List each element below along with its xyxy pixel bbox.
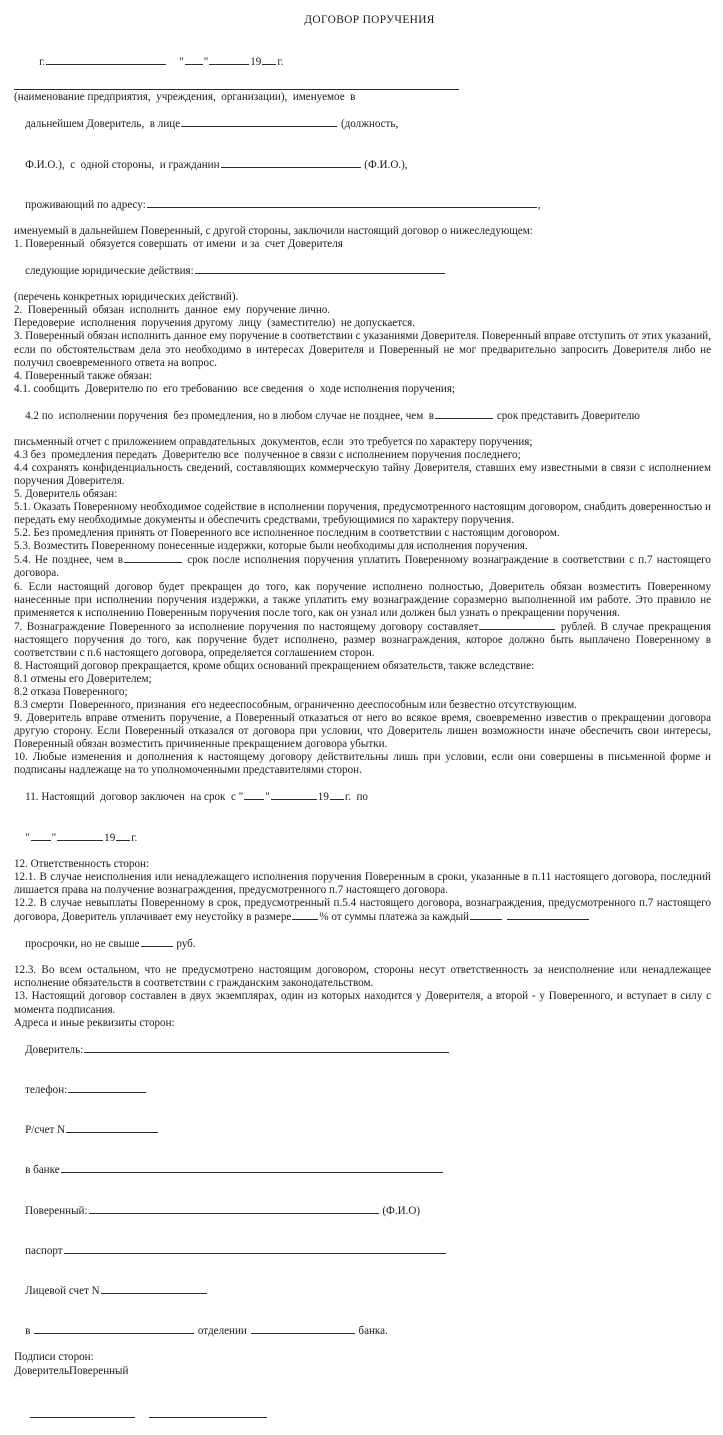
clause-6: 6. Если настоящий договор будет прекращен до того, как поручение исполнено полностью, Доверитель обязан возместить Поверенному нанесенные при исполнении поручения издержки, а также уплатить ему вознаграждение соразмерно выполненной им работе. Это правило не применяется к исполнению Поверенным поручения после того, как он узнал или должен был узнать о прекращении поручения. — [14, 580, 711, 619]
clause-9: 9. Доверитель вправе отменить поручение, а Поверенный отказаться от него во всякое время, своевременно известив о прекращении договора другую сторону. Если Поверенный отказался от договора при условии, что Доверитель лишен возможности иначе обеспечить свои интересы, Поверенный обязан возместить причиненные прекращением договора убытки. — [14, 712, 711, 751]
clause-5-4-label-a: 5.4. Не позднее, чем в — [14, 554, 123, 567]
clause-7 — [14, 620, 711, 660]
requisites-poverennyy — [14, 1191, 711, 1231]
clause-12-2 — [14, 897, 711, 924]
clause-11-line-1 — [14, 777, 711, 817]
clause-11-quote-open-1: " — [238, 791, 244, 804]
clause-3: 3. Поверенный обязан исполнить данное ему поручение в соответствии с указаниями Доверителя. Поверенный вправе отступить от этих указаний, если по обстоятельствам дела это необходимо в интересах Доверителя и Поверенный не мог предварительно запросить Доверителя либо не получил своевременного ответа на вопрос. — [14, 330, 711, 369]
doveritel-label: Доверитель: — [25, 1043, 84, 1056]
clause-12-2-label-b: % от суммы платежа за каждый — [319, 911, 469, 924]
term-start-day-blank-input[interactable] — [244, 790, 264, 800]
clause-11-label: 11. Настоящий договор заключен на срок с — [25, 791, 236, 804]
legal-actions-blank-input[interactable] — [195, 264, 445, 274]
year-blank-input[interactable] — [262, 55, 276, 65]
clause-11-year-1: 19 — [317, 791, 329, 804]
clause-2-line-1: 2. Поверенный обязан исполнить данное ему поручение лично. — [14, 304, 331, 317]
city-blank-input[interactable] — [46, 55, 166, 65]
passport-blank-input[interactable] — [64, 1244, 446, 1254]
clause-8-1: 8.1 отмены его Доверителем; — [14, 672, 152, 685]
clause-8-header: 8. Настоящий договор прекращается, кроме общих оснований прекращением обязательств, также вследствие: — [14, 659, 535, 672]
signatures-header: Подписи сторон: — [14, 1351, 94, 1364]
poverennyy-label: Поверенный: — [25, 1204, 88, 1217]
place-date-line — [14, 42, 711, 82]
year-suffix-label: г. — [277, 56, 284, 69]
clause-12-2-label-a: 12.2. В случае невыплаты Поверенному в срок, предусмотренный п.5.4 настоящего договора, вознаграждения, предусмотренного п.7 настоящего договора, Доверитель уплачивает ему неустойку в размере — [14, 896, 711, 924]
clause-4-2-label-b: срок представить Доверителю — [496, 409, 640, 422]
month-blank-input[interactable] — [209, 55, 249, 65]
org-name-blank-rule[interactable] — [14, 89, 459, 90]
bank-blank-input[interactable] — [61, 1163, 443, 1173]
doveritel-address-blank-input[interactable] — [84, 1043, 449, 1053]
account-blank-input[interactable] — [66, 1123, 158, 1133]
address-suffix: , — [537, 198, 541, 211]
clause-4-3: 4.3 без промедления передать Доверителю все полученное в связи с исполнением поручения последнего; — [14, 448, 521, 461]
clause-4-2-line-1 — [14, 396, 711, 436]
clause-8-2: 8.2 отказа Поверенного; — [14, 686, 128, 698]
page-title: ДОГОВОР ПОРУЧЕНИЯ — [304, 14, 435, 26]
branch-middle-label: отделении — [197, 1325, 247, 1338]
clause-5-4 — [14, 553, 711, 580]
personal-account-blank-input[interactable] — [101, 1284, 207, 1294]
representative-label: дальнейшем Доверитель, в лице — [25, 118, 181, 131]
clause-7-label-a: 7. Вознаграждение Поверенного за исполнение поручения по настоящему договору составляет — [14, 620, 479, 633]
signature-lines — [14, 1396, 711, 1435]
clause-12-2-label-d: руб. — [176, 938, 196, 951]
remuneration-amount-blank-input[interactable] — [479, 620, 555, 630]
clause-5-4-label-b: срок после исполнения поручения уплатить Поверенному вознаграждение в соответствии с п.7 настоящего договора. — [14, 554, 711, 580]
day-blank-input[interactable] — [185, 55, 203, 65]
clause-11-year-2: 19 — [104, 831, 116, 844]
requisites-bank — [14, 1150, 711, 1190]
day-quote-close: " — [203, 56, 209, 69]
representative-blank-input[interactable] — [181, 117, 337, 127]
account-label: Р/счет N — [25, 1124, 66, 1137]
clause-11-quote-open-2: " — [25, 831, 30, 844]
clause-5-3: 5.3. Возместить Поверенному понесенные издержки, которые были необходимы для исполнения поручения. — [14, 540, 528, 553]
term-start-month-blank-input[interactable] — [271, 790, 317, 800]
org-caption: (наименование предприятия, учреждения, организации), именуемое в — [14, 91, 356, 104]
clause-11-tail-1: г. по — [344, 791, 368, 804]
bank-label: в банке — [25, 1164, 60, 1177]
penalty-percent-blank-input[interactable] — [292, 910, 318, 920]
requisites-phone — [14, 1070, 711, 1110]
term-end-year-blank-input[interactable] — [116, 831, 130, 841]
clause-2-line-2: Передоверие исполнения поручения другому лицу (заместителю) не допускается. — [14, 317, 415, 330]
penalty-period-blank-input[interactable] — [470, 910, 502, 920]
day-quote-open: " — [179, 56, 184, 69]
clause-12-3: 12.3. Во всем остальном, что не предусмотрено настоящим договором, стороны несут ответственность за неисполнение или ненадлежащее исполнение обязательств в соответствии с гражданским законодательством. — [14, 964, 711, 990]
clause-5-2: 5.2. Без промедления принять от Поверенного все исполненное последним в соответствии с настоящим договором. — [14, 527, 560, 540]
term-end-day-blank-input[interactable] — [31, 831, 51, 841]
requisites-passport — [14, 1231, 711, 1271]
clause-4-4: 4.4 сохранять конфиденциальность сведений, составляющих коммерческую тайну Доверителя, ставших ему известными в связи с исполнением поручения Доверителя. — [14, 462, 711, 488]
phone-blank-input[interactable] — [68, 1083, 146, 1093]
penalty-cap-blank-input[interactable] — [141, 937, 173, 947]
term-end-month-blank-input[interactable] — [57, 831, 103, 841]
clause-4-2-line-2: письменный отчет с приложением оправдательных документов, если это требуется по характеру поручения; — [14, 435, 533, 448]
clause-4-2-label-a: 4.2 по исполнении поручения без промедления, но в любом случае не позднее, чем в — [25, 409, 435, 422]
citizen-label: Ф.И.О.), с одной стороны, и гражданин — [25, 158, 220, 171]
address-line — [14, 185, 711, 225]
clause-12-2-line-3 — [14, 924, 711, 964]
clause-1-line-2 — [14, 251, 711, 291]
clause-1-caption: (перечень конкретных юридических действий). — [14, 291, 239, 304]
clause-11-quote-close-2: " — [51, 831, 57, 844]
preamble-closing: именуемый в дальнейшем Поверенный, с другой стороны, заключили настоящий договор о нижеследующем: — [14, 224, 533, 237]
clause-12-header: 12. Ответственность сторон: — [14, 857, 150, 870]
requisites-branch — [14, 1311, 711, 1351]
clause-8-3: 8.3 смерти Поверенного, признания его недееспособным, ограниченно дееспособным или безвестно отсутствующим. — [14, 699, 577, 712]
clause-11-tail-2: г. — [131, 831, 138, 844]
requisites-header: Адреса и иные реквизиты сторон: — [14, 1016, 175, 1029]
poverennyy-signature-blank-input[interactable] — [149, 1416, 267, 1418]
clause-11-line-2 — [14, 818, 711, 858]
poverennyy-suffix: (Ф.И.О) — [382, 1204, 421, 1217]
clause-1-label: следующие юридические действия: — [25, 265, 194, 278]
clause-12-2-label-c: просрочки, но не свыше — [25, 938, 140, 951]
representative-suffix: (должность, — [340, 118, 399, 131]
requisites-account — [14, 1110, 711, 1150]
clause-11-quote-close-1: " — [265, 791, 270, 804]
year-prefix-label: 19 — [250, 56, 262, 69]
report-term-blank-input[interactable] — [435, 409, 493, 419]
city-prefix-label: г. — [39, 56, 46, 69]
poverennyy-name-blank-input[interactable] — [89, 1204, 379, 1214]
clause-1-line-1: 1. Поверенный обязуется совершать от имени и за счет Доверителя — [14, 238, 343, 251]
branch-prefix-label: в — [25, 1325, 31, 1338]
clause-10: 10. Любые изменения и дополнения к настоящему договору действительны лишь при условии, если они совершены в письменной форме и подписаны надлежаще на то уполномоченными представителями сторон. — [14, 751, 711, 777]
requisites-personal-account — [14, 1271, 711, 1311]
payment-term-blank-input[interactable] — [124, 553, 182, 563]
personal-account-label: Лицевой счет N — [25, 1285, 100, 1298]
clause-12-1: 12.1. В случае неисполнения или ненадлежащего исполнения поручения Поверенным в сроки, указанные в п.11 настоящего договора, последний лишается права на получение вознаграждения, предусмотренного п.7 настоящего договора. — [14, 870, 711, 896]
address-blank-input[interactable] — [147, 198, 537, 208]
branch-blank-input[interactable] — [34, 1324, 194, 1334]
signatures-parties: ДоверительПоверенный — [14, 1364, 129, 1377]
clause-4-1: 4.1. сообщить Доверителю по его требованию все сведения о ходе исполнения поручения; — [14, 382, 456, 395]
citizen-line — [14, 145, 711, 185]
penalty-unit-blank-input[interactable] — [507, 910, 589, 920]
citizen-blank-input[interactable] — [221, 158, 361, 168]
clause-7-label-b: рублей. В случае прекращения настоящего поручения до того, как поручение будет исполнено, размер вознаграждения, которое должно быть выплачено Поверенному в соответствии с п.6 настоящего договора, определяется соглашением сторон. — [14, 620, 711, 659]
clause-13: 13. Настоящий договор составлен в двух экземплярах, один из которых находится у Доверителя, а второй - у Поверенного, и вступает в силу с момента подписания. — [14, 990, 711, 1016]
phone-label: телефон: — [25, 1083, 68, 1096]
passport-label: паспорт — [25, 1244, 63, 1257]
clause-4-header: 4. Поверенный также обязан: — [14, 369, 153, 382]
bank-name-blank-input[interactable] — [251, 1324, 355, 1334]
term-start-year-blank-input[interactable] — [330, 790, 344, 800]
citizen-suffix: (Ф.И.О.), — [364, 158, 408, 171]
requisites-doveritel — [14, 1030, 711, 1070]
branch-suffix-label: банка. — [358, 1325, 388, 1338]
clause-5-header: 5. Доверитель обязан: — [14, 488, 118, 501]
clause-5-1: 5.1. Оказать Поверенному необходимое содействие в исполнении поручения, предусмотренного настоящим договором, снабдить доверенностью и передать ему необходимые документы и обеспечить средствами, требующимися по характеру поручения. — [14, 501, 711, 527]
doveritel-signature-blank-input[interactable] — [30, 1416, 135, 1418]
address-label: проживающий по адресу: — [25, 198, 146, 211]
representative-line — [14, 104, 711, 144]
